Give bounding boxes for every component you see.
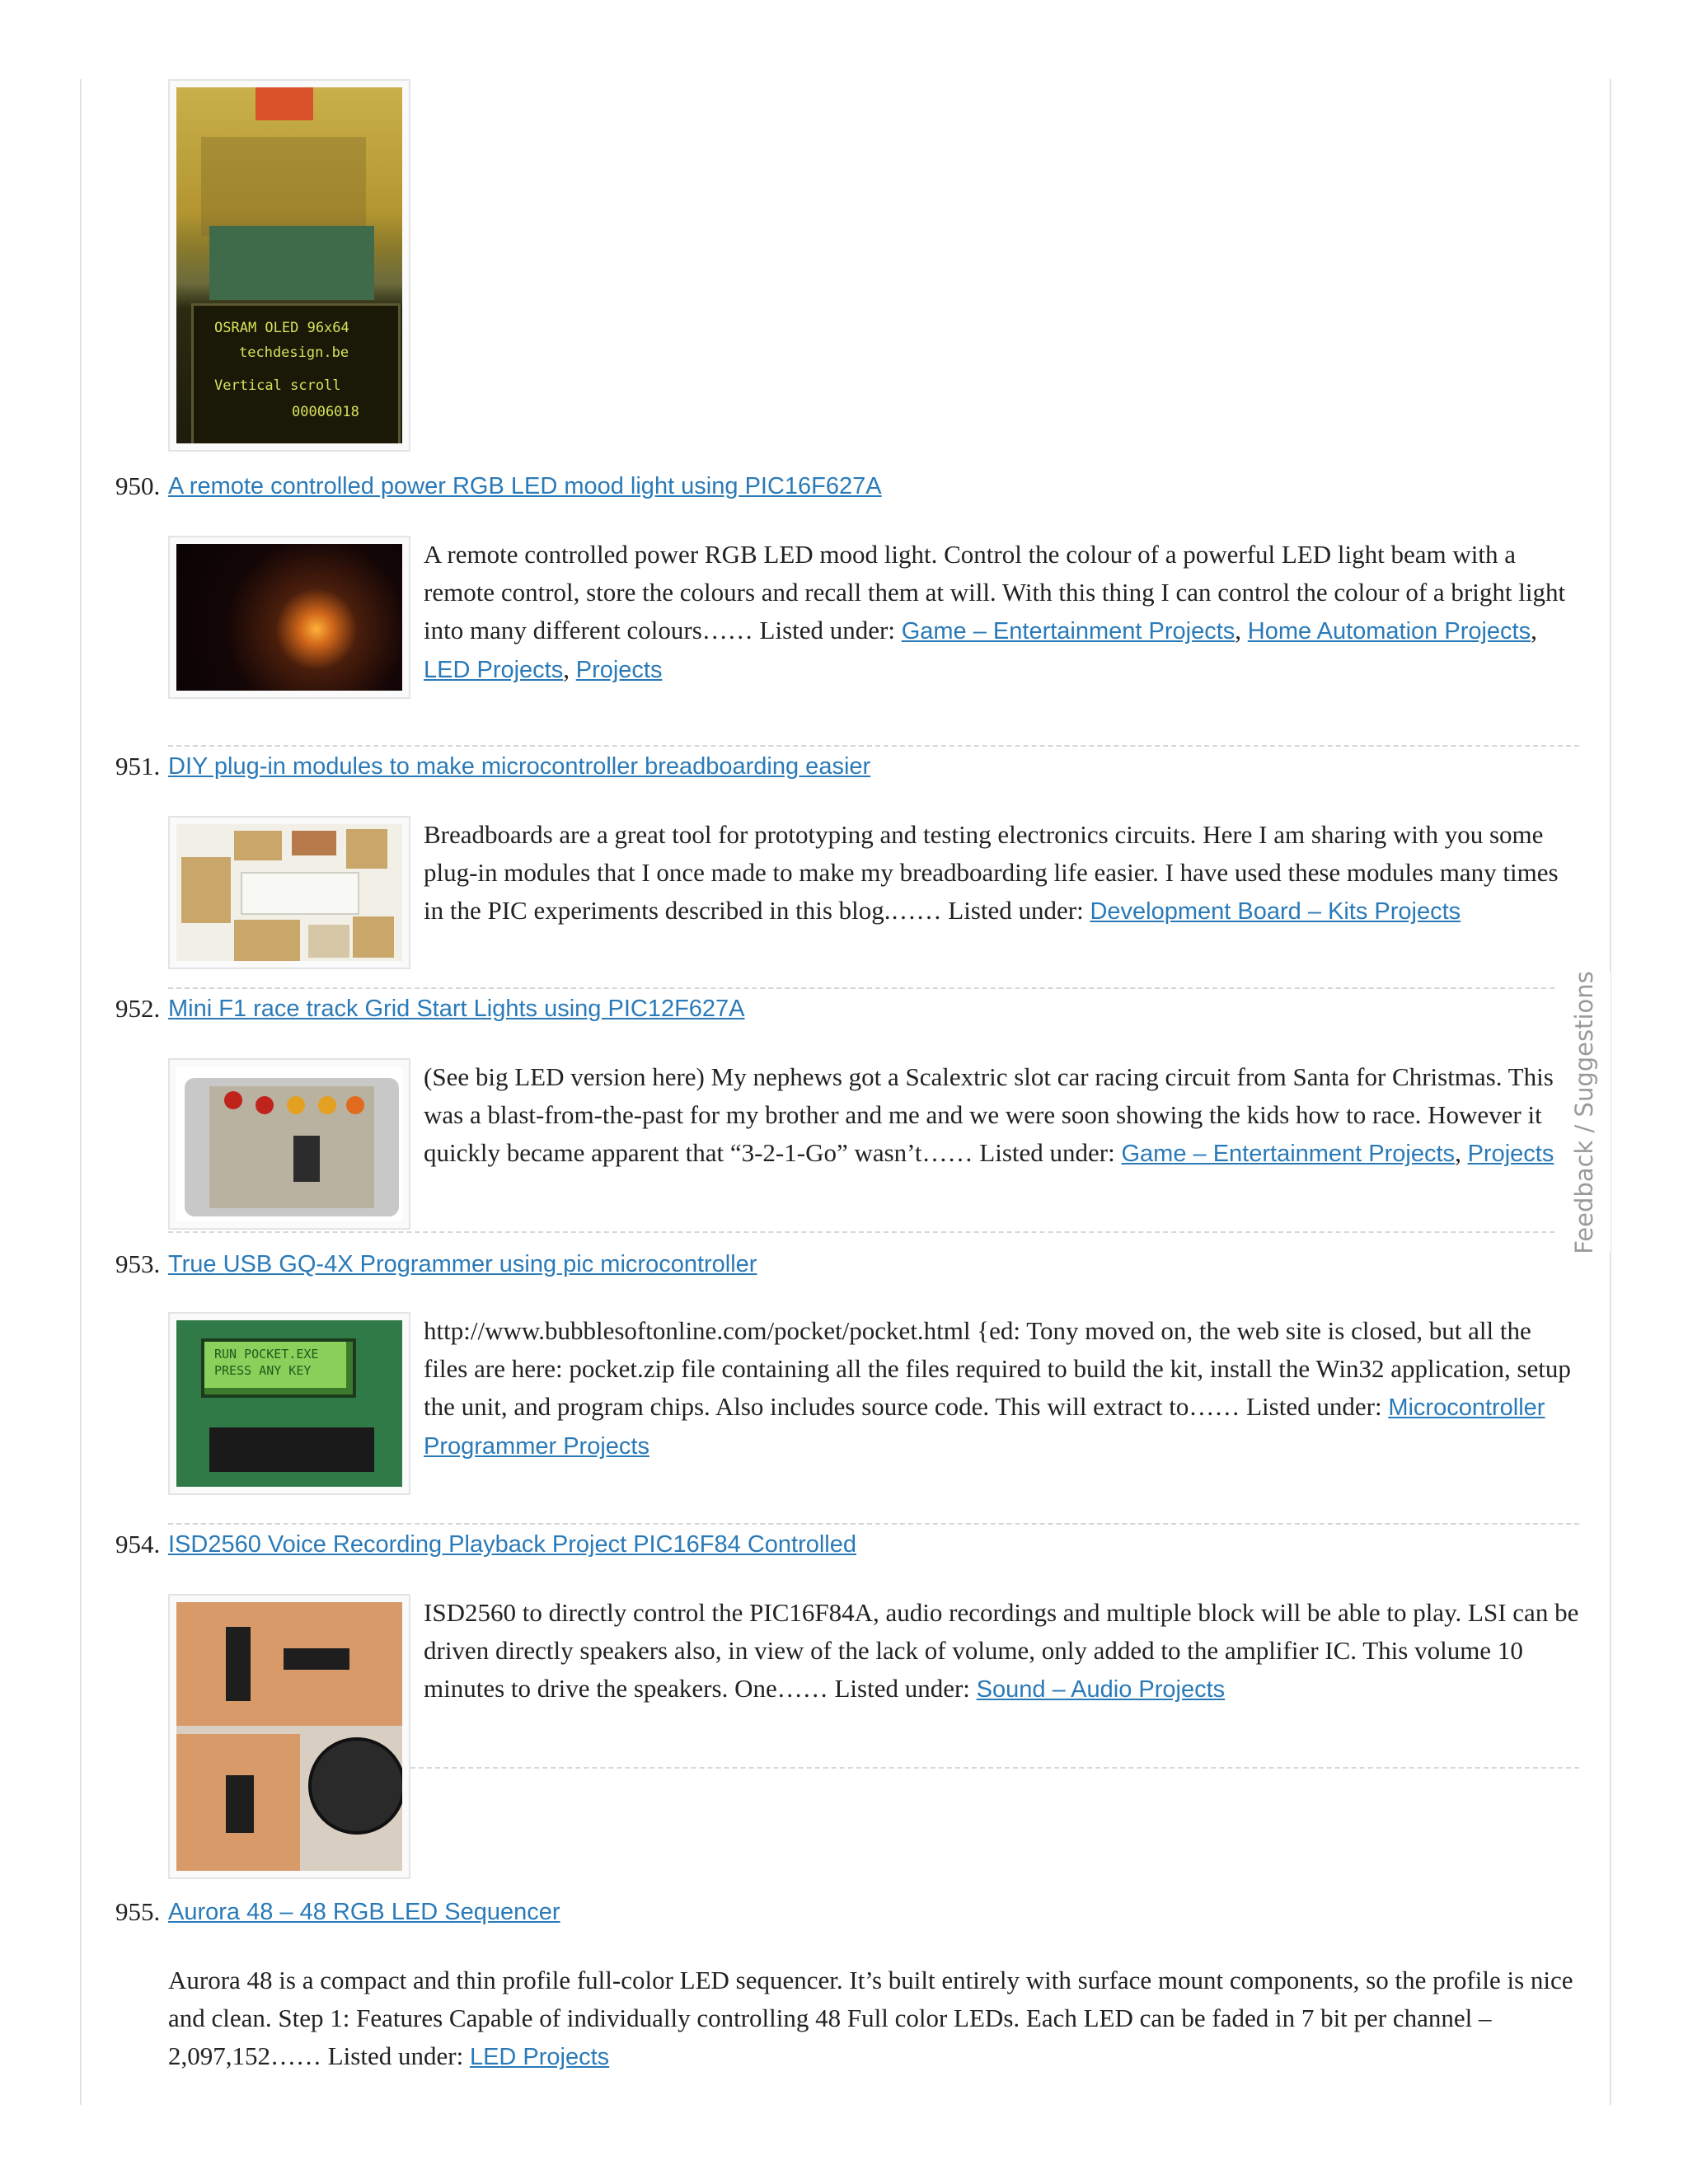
category-link[interactable]: LED Projects — [424, 657, 564, 683]
entry-number: 952. — [115, 994, 161, 1023]
category-link[interactable]: Game – Entertainment Projects — [901, 618, 1236, 644]
category-link[interactable]: Sound – Audio Projects — [976, 1676, 1226, 1703]
entry-description: Breadboards are a great tool for prototyping and testing electronics circuits. Here I am sharing with you some plug-in modules that I once made to make my breadboarding life easier. I have used these modules many times in the PIC experiments described in this blog.…… Listed under: Development Board – Kits Projects — [424, 820, 1559, 925]
voice-recorder-image[interactable] — [168, 1594, 410, 1879]
mood-light-image[interactable] — [168, 536, 410, 699]
entry-separator — [168, 987, 1579, 989]
entry-description: (See big LED version here) My nephews got a Scalextric slot car racing circuit from Santa for Christmas. This was a blast-from-the-past for my brother and me and we were soon showing the kids how to race. However it quickly became apparent that “3-2-1-Go” wasn’t…… Listed under: Game – Entertainment Projects, Projects — [424, 1062, 1554, 1167]
oled-line-2: techdesign.be — [239, 344, 349, 361]
entry-number: 951. — [115, 752, 161, 780]
entry-description: Aurora 48 is a compact and thin profile full-color LED sequencer. It’s built entirely with surface mount components, so the profile is nice and clean. Step 1: Features Capable of individually controlling 48 Full color LEDs. Each LED can be faded in 7 bit per channel – 2,097,152…… Listed under: LED Projects — [168, 1966, 1573, 2070]
entry-number: 953. — [115, 1249, 161, 1278]
entry-number: 950. — [115, 471, 161, 500]
category-link[interactable]: Microcontroller Programmer Projects — [424, 1394, 1545, 1460]
entry-title-link[interactable]: Aurora 48 – 48 RGB LED Sequencer — [168, 1899, 560, 1925]
entry-separator — [410, 1767, 1579, 1769]
lcd-line-1: RUN POCKET.EXE — [214, 1347, 319, 1361]
entry-separator — [168, 1523, 1579, 1525]
entry-description: A remote controlled power RGB LED mood light. Control the colour of a powerful LED light beam with a remote control, store the colours and recall them at will. With this thing I can control the colour of a bright light into many different colours…… Listed under: Game – Entertainment Projects, Home Automation Projects, LED Projects, Projects — [424, 540, 1566, 683]
category-link[interactable]: Projects — [1467, 1141, 1554, 1167]
feedback-tab[interactable] — [1558, 972, 1611, 1253]
category-link[interactable]: Home Automation Projects — [1247, 618, 1531, 644]
entry-number: 955. — [115, 1897, 161, 1926]
entry-title-link[interactable]: True USB GQ-4X Programmer using pic microcontroller — [168, 1251, 757, 1277]
oled-line-3: Vertical scroll — [214, 377, 341, 394]
entry-number: 954. — [115, 1530, 161, 1558]
oled-line-1: OSRAM OLED 96x64 — [214, 320, 349, 336]
entry-description: http://www.bubblesoftonline.com/pocket/pocket.html {ed: Tony moved on, the web site is closed, but all the files are here: pocket.zip file containing all the files required to build the kit, install the Win32 application, setup the unit, and program chips. Also includes source code. This will extract to…… Listed under: Microcontroller Programmer Projects — [424, 1316, 1571, 1460]
oled-line-4: 00006018 — [292, 404, 359, 420]
breadboard-modules-image[interactable] — [168, 816, 410, 969]
entry-title-link[interactable]: Mini F1 race track Grid Start Lights using PIC12F627A — [168, 996, 745, 1022]
entry-separator — [168, 745, 1579, 747]
lcd-line-2: PRESS ANY KEY — [214, 1363, 312, 1378]
usb-programmer-image[interactable] — [168, 1312, 410, 1495]
entry-title-link[interactable]: ISD2560 Voice Recording Playback Project PIC16F84 Controlled — [168, 1531, 857, 1558]
start-lights-image[interactable] — [168, 1058, 410, 1230]
entry-title-link[interactable]: DIY plug-in modules to make microcontroller breadboarding easier — [168, 753, 871, 780]
entry-description: ISD2560 to directly control the PIC16F84A, audio recordings and multiple block will be able to play. LSI can be driven directly speakers also, in view of the lack of volume, only added to the amplifier IC. This volume 10 minutes to drive the speakers. One…… Listed under: Sound – Audio Projects — [424, 1598, 1579, 1703]
entry-title-link[interactable]: A remote controlled power RGB LED mood light using PIC16F627A — [168, 473, 882, 499]
category-link[interactable]: Projects — [575, 657, 663, 683]
category-link[interactable]: Game – Entertainment Projects — [1121, 1141, 1456, 1167]
feedback-label: Feedback / Suggestions — [1570, 971, 1598, 1254]
category-link[interactable]: LED Projects — [469, 2044, 610, 2070]
oled-board-image[interactable] — [168, 79, 410, 452]
category-link[interactable]: Development Board – Kits Projects — [1090, 898, 1461, 925]
entry-separator — [168, 1231, 1579, 1233]
